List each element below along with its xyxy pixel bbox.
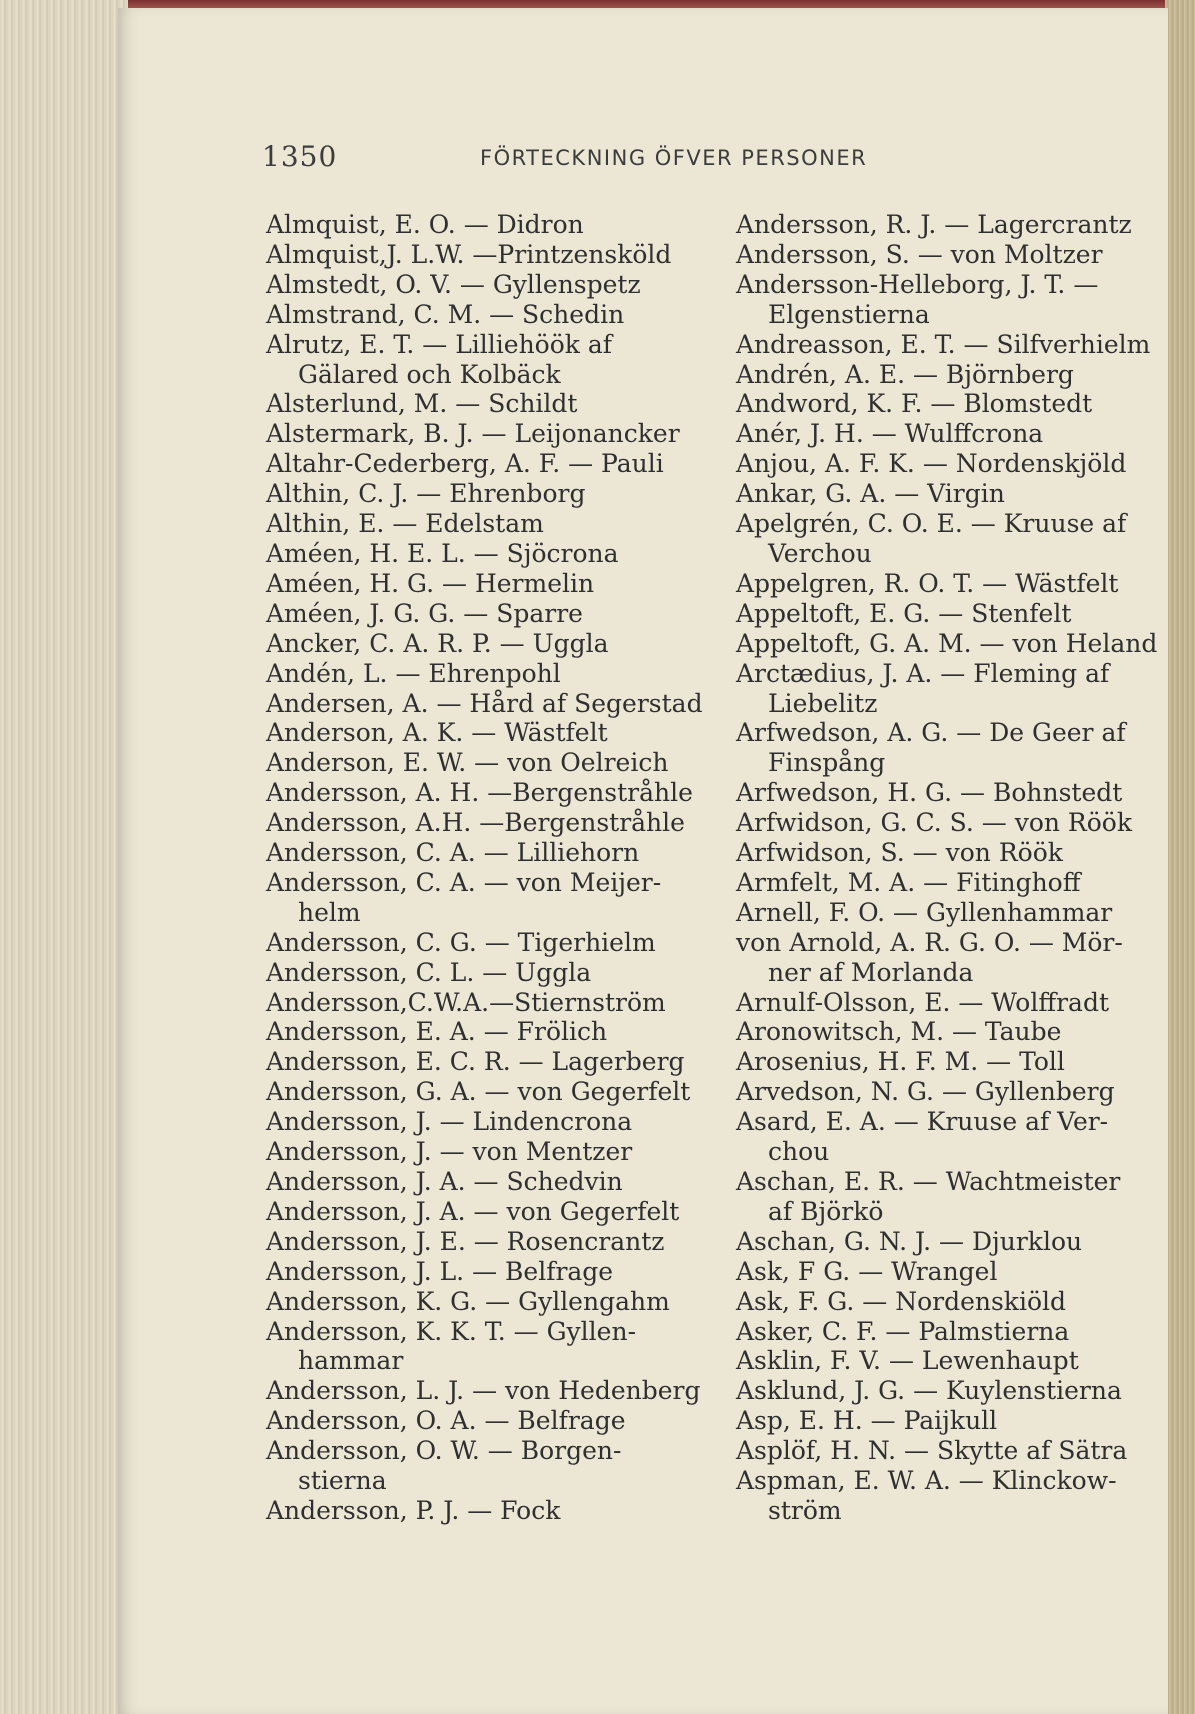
index-entry: Ask, F G. — Wrangel bbox=[736, 1256, 998, 1286]
index-entry-continuation: stierna bbox=[298, 1466, 387, 1496]
index-entry-continuation: Verchou bbox=[768, 538, 872, 568]
index-entry: Armfelt, M. A. — Fitinghoff bbox=[736, 867, 1081, 897]
index-column-right bbox=[736, 210, 1156, 1526]
index-entry: Aschan, E. R. — Wachtmeister bbox=[736, 1167, 1121, 1196]
index-entry: Anderson, A. K. — Wästfelt bbox=[266, 718, 608, 748]
index-entry: Andersson, J. A. — Schedvin bbox=[266, 1167, 623, 1196]
index-entry: Arfwedson, A. G. — De Geer af bbox=[736, 718, 1126, 748]
index-entry: Améen, H. E. L. — Sjöcrona bbox=[266, 538, 619, 568]
page-number: 1350 bbox=[262, 140, 338, 173]
index-entry: Andersson-Helleborg, J. T. — bbox=[736, 269, 1099, 299]
index-entry: Asklund, J. G. — Kuylenstierna bbox=[736, 1376, 1122, 1406]
page-stack-right-edge bbox=[1165, 0, 1195, 1714]
index-entry: Andersson, K. K. T. — Gyllen- bbox=[266, 1316, 637, 1346]
index-entry: Andersson, A.H. —Bergenstråhle bbox=[266, 808, 685, 838]
index-entry: Arfwidson, S. — von Röök bbox=[736, 838, 1063, 868]
index-entry: Almquist,J. L.W. —Printzensköld bbox=[266, 239, 672, 269]
index-entry: Andersson, C. L. — Uggla bbox=[266, 957, 592, 987]
page-title: FÖRTECKNING ÖFVER PERSONER bbox=[480, 146, 868, 170]
index-column-left bbox=[266, 210, 706, 1526]
index-entry-continuation: Finspång bbox=[768, 748, 886, 778]
index-entry-continuation: Liebelitz bbox=[768, 688, 878, 718]
index-entry: Ancker, C. A. R. P. — Uggla bbox=[266, 628, 609, 658]
index-entry: Andersson, G. A. — von Gegerfelt bbox=[266, 1077, 691, 1107]
index-entry: Arfwidson, G. C. S. — von Röök bbox=[736, 808, 1133, 838]
index-entry-continuation: helm bbox=[298, 897, 361, 927]
index-entry: Améen, J. G. G. — Sparre bbox=[266, 598, 583, 628]
index-entry: Asard, E. A. — Kruuse af Ver- bbox=[736, 1107, 1109, 1137]
index-entry: Andersson,C.W.A.—Stiernström bbox=[266, 987, 666, 1017]
index-entry-continuation: Elgenstierna bbox=[768, 299, 930, 329]
index-entry: Aspman, E. W. A. — Klinckow- bbox=[736, 1466, 1117, 1496]
index-entry: Almquist, E. O. — Didron bbox=[266, 210, 584, 239]
index-entry: Andersson, E. C. R. — Lagerberg bbox=[266, 1047, 685, 1077]
index-entry: Almstedt, O. V. — Gyllenspetz bbox=[266, 269, 641, 299]
index-entry: Altahr-Cederberg, A. F. — Pauli bbox=[266, 449, 664, 479]
index-entry-continuation: hammar bbox=[298, 1346, 404, 1376]
page-stack-left-edge bbox=[0, 0, 128, 1714]
index-entry: Asker, C. F. — Palmstierna bbox=[736, 1316, 1070, 1346]
index-entry: Andersson, J. A. — von Gegerfelt bbox=[266, 1196, 680, 1226]
index-entry: Ask, F. G. — Nordenskiöld bbox=[736, 1286, 1066, 1316]
index-entry: Andersson, A. H. —Bergenstråhle bbox=[266, 778, 693, 808]
index-entry: Althin, E. — Edelstam bbox=[266, 509, 544, 539]
page-header bbox=[262, 140, 962, 180]
index-entry: Andersson, J. — von Mentzer bbox=[266, 1137, 633, 1167]
index-entry: Andén, L. — Ehrenpohl bbox=[266, 658, 561, 688]
index-entry: Appeltoft, E. G. — Stenfelt bbox=[736, 598, 1072, 628]
index-entry: Améen, H. G. — Hermelin bbox=[266, 568, 595, 598]
index-entry: Arnulf-Olsson, E. — Wolffradt bbox=[736, 987, 1110, 1017]
index-entry: Althin, C. J. — Ehrenborg bbox=[266, 479, 586, 509]
index-entry: Arosenius, H. F. M. — Toll bbox=[736, 1047, 1065, 1077]
index-entry: Andersson, P. J. — Fock bbox=[266, 1495, 561, 1525]
index-entry: Almstrand, C. M. — Schedin bbox=[266, 299, 625, 329]
index-entry-continuation: af Björkö bbox=[768, 1196, 884, 1226]
index-entry: Andersson, R. J. — Lagercrantz bbox=[736, 210, 1132, 239]
index-entry: Appelgren, R. O. T. — Wästfelt bbox=[736, 568, 1119, 598]
index-entry: Andersson, J. L. — Belfrage bbox=[266, 1256, 614, 1286]
index-entry: Andreasson, E. T. — Silfverhielm bbox=[736, 329, 1151, 359]
index-entry-continuation: ner af Morlanda bbox=[768, 957, 974, 987]
index-entry: Anderson, E. W. — von Oelreich bbox=[266, 748, 669, 778]
index-entry: Apelgrén, C. O. E. — Kruuse af bbox=[736, 509, 1127, 539]
index-entry-continuation: ström bbox=[768, 1495, 842, 1525]
index-entry: Arctædius, J. A. — Fleming af bbox=[736, 658, 1110, 688]
index-entry: Asplöf, H. N. — Skytte af Sätra bbox=[736, 1436, 1128, 1466]
index-entry-continuation: Gälared och Kolbäck bbox=[298, 359, 561, 389]
index-entry: Arnell, F. O. — Gyllenhammar bbox=[736, 897, 1113, 927]
index-entry: von Arnold, A. R. G. O. — Mör- bbox=[736, 927, 1123, 957]
index-entry: Alrutz, E. T. — Lilliehöök af bbox=[266, 329, 613, 359]
index-entry: Andrén, A. E. — Björnberg bbox=[736, 359, 1074, 389]
index-entry: Aschan, G. N. J. — Djurklou bbox=[736, 1226, 1083, 1256]
index-entry: Andword, K. F. — Blomstedt bbox=[736, 389, 1093, 419]
index-entry: Andersson, C. A. — Lilliehorn bbox=[266, 838, 640, 868]
index-entry: Arfwedson, H. G. — Bohnstedt bbox=[736, 778, 1123, 808]
index-entry: Andersson, K. G. — Gyllengahm bbox=[266, 1286, 670, 1316]
index-entry: Appeltoft, G. A. M. — von Heland bbox=[736, 628, 1158, 658]
index-entry: Alsterlund, M. — Schildt bbox=[266, 389, 578, 419]
index-entry: Andersson, J. E. — Rosencrantz bbox=[266, 1226, 665, 1256]
index-entry: Andersson, C. G. — Tigerhielm bbox=[266, 927, 656, 957]
index-entry: Andersson, L. J. — von Hedenberg bbox=[266, 1376, 701, 1406]
index-entry-continuation: chou bbox=[768, 1137, 830, 1167]
index-entry: Arvedson, N. G. — Gyllenberg bbox=[736, 1077, 1115, 1107]
index-entry: Alstermark, B. J. — Leijonancker bbox=[266, 419, 680, 449]
index-entry: Asp, E. H. — Paijkull bbox=[736, 1406, 998, 1436]
index-entry: Anjou, A. F. K. — Nordenskjöld bbox=[736, 449, 1127, 479]
index-entry: Ankar, G. A. — Virgin bbox=[736, 479, 1005, 509]
index-entry: Andersson, O. W. — Borgen- bbox=[266, 1436, 622, 1466]
index-entry: Anér, J. H. — Wulffcrona bbox=[736, 419, 1044, 449]
index-entry: Andersen, A. — Hård af Segerstad bbox=[266, 688, 703, 718]
index-entry: Andersson, J. — Lindencrona bbox=[266, 1107, 633, 1137]
index-entry: Andersson, E. A. — Frölich bbox=[266, 1017, 608, 1047]
index-entry: Andersson, S. — von Moltzer bbox=[736, 239, 1103, 269]
index-entry: Andersson, O. A. — Belfrage bbox=[266, 1406, 626, 1436]
index-entry: Andersson, C. A. — von Meijer- bbox=[266, 867, 662, 897]
index-entry: Aronowitsch, M. — Taube bbox=[736, 1017, 1062, 1047]
index-entry: Asklin, F. V. — Lewenhaupt bbox=[736, 1346, 1079, 1376]
